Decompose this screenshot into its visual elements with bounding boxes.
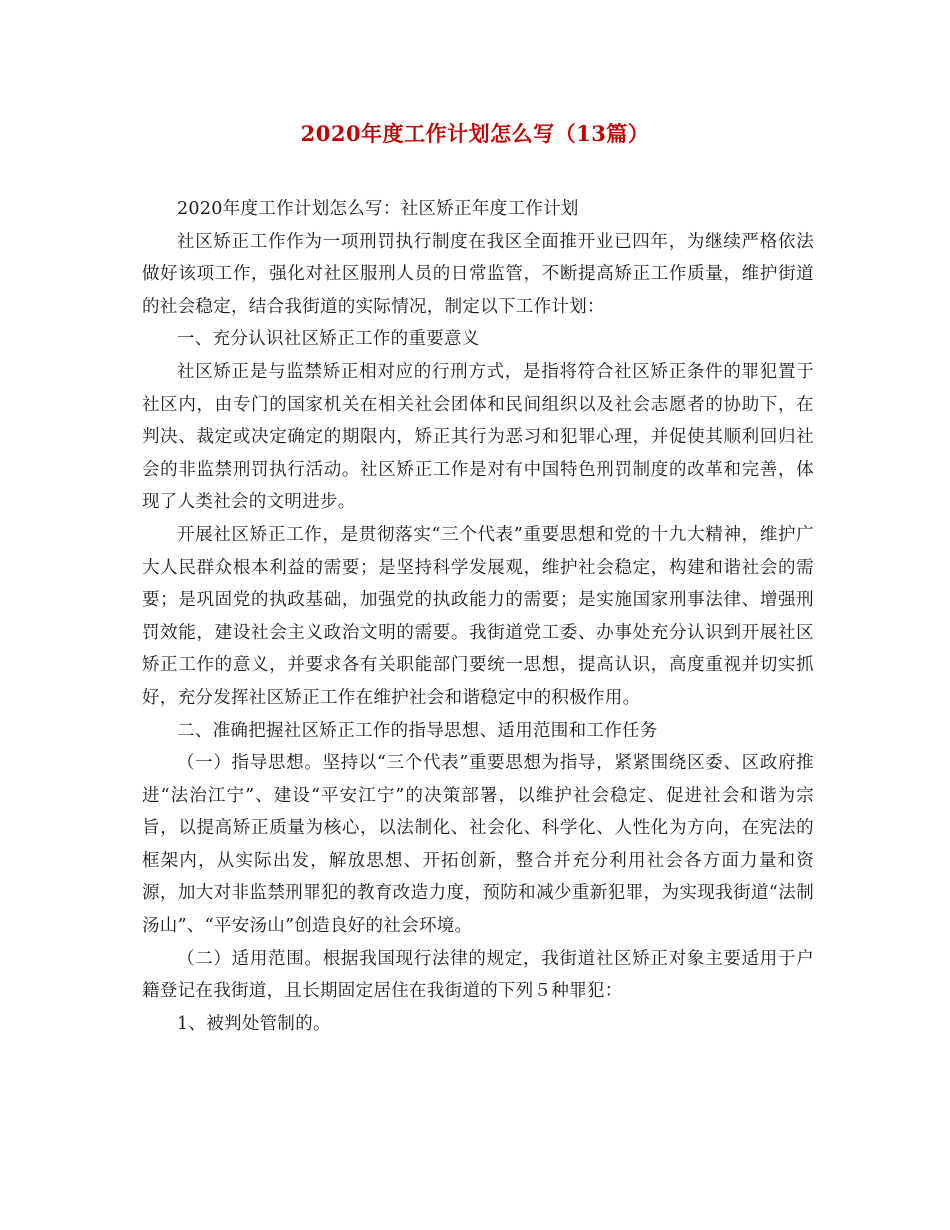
document-body [142, 193, 814, 1040]
paragraph-guiding-ideology: （一）指导思想。坚持以“三个代表”重要思想为指导，紧紧围绕区委、区政府推进“法治江宁”、建设“平安江宁”的决策部署，以维护社会稳定、促进社会和谐为宗旨，以提高矫正质量为核心，以法制化、社会化、科学化、人性化为方向，在宪法的框架内，从实际出发，解放思想、开拓创新，整合并充分利用社会各方面力量和资源，加大对非监禁刑罪犯的教育改造力度，预防和减少重新犯罪，为实现我街道“法制汤山”、“平安汤山”创造良好的社会环境。 [142, 753, 814, 937]
paragraph-scope: （二）适用范围。根据我国现行法律的规定，我街道社区矫正对象主要适用于户籍登记在我街道，且长期固定居住在我街道的下列５种罪犯： [142, 948, 814, 1002]
document-title: 2020年度工作计划怎么写（13篇） [300, 121, 650, 146]
section-subtitle: 2020年度工作计划怎么写：社区矫正年度工作计划 [177, 199, 579, 219]
list-item-1: 1、被判处管制的。 [177, 1013, 331, 1034]
paragraph-definition: 社区矫正是与监禁矫正相对应的行刑方式，是指将符合社区矫正条件的罪犯置于社区内，由专门的国家机关在相关社会团体和民间组织以及社会志愿者的协助下，在判决、裁定或决定确定的期限内，矫正其行为恶习和犯罪心理，并促使其顺利回归社会的非监禁刑罚执行活动。社区矫正工作是对有中国特色刑罚制度的改革和完善，体现了人类社会的文明进步。 [142, 361, 814, 513]
paragraph-significance: 开展社区矫正工作，是贯彻落实“三个代表”重要思想和党的十九大精神，维护广大人民群众根本利益的需要；是坚持科学发展观，维护社会稳定，构建和谐社会的需要；是巩固党的执政基础，加强党的执政能力的需要；是实施国家刑事法律、增强刑罚效能，建设社会主义政治文明的需要。我街道党工委、办事处充分认识到开展社区矫正工作的意义，并要求各有关职能部门要统一思想，提高认识，高度重视并切实抓好，充分发挥社区矫正工作在维护社会和谐稳定中的积极作用。 [142, 524, 814, 708]
section-heading-1: 一、充分认识社区矫正工作的重要意义 [177, 329, 480, 350]
intro-paragraph: 社区矫正工作作为一项刑罚执行制度在我区全面推开业已四年，为继续严格依法做好该项工作，强化对社区服刑人员的日常监管，不断提高矫正工作质量，维护街道的社会稳定，结合我街道的实际情况，制定以下工作计划： [142, 231, 814, 317]
section-heading-2: 二、准确把握社区矫正工作的指导思想、适用范围和工作任务 [177, 720, 658, 741]
